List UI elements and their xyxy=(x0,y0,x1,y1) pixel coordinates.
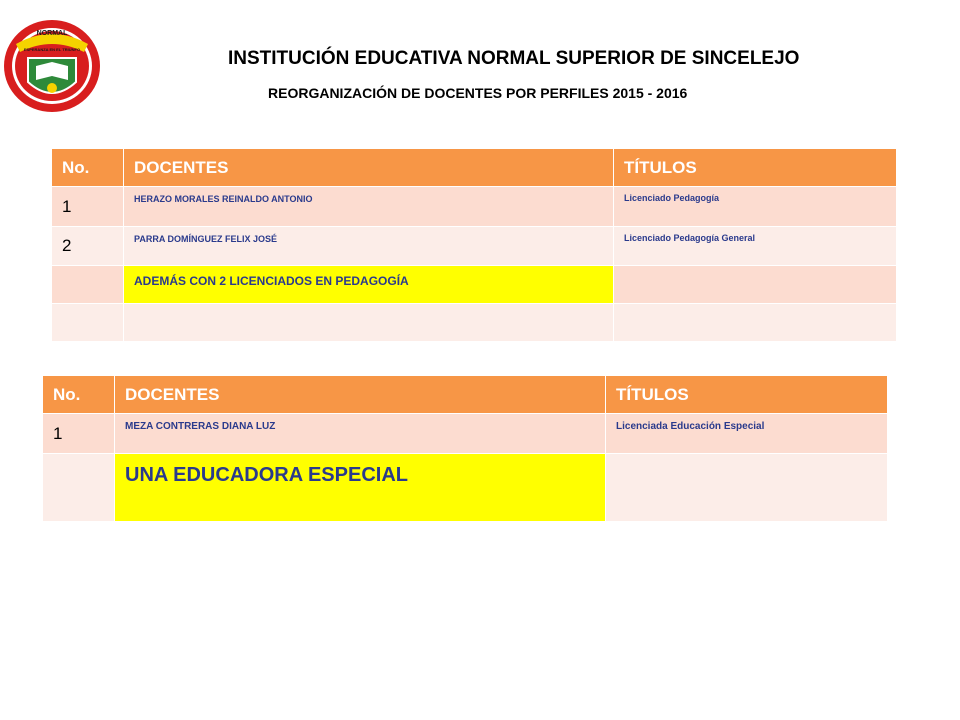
empty-cell xyxy=(606,454,888,522)
table-header-row xyxy=(52,149,897,187)
empty-cell xyxy=(43,454,115,522)
docente-title: Licenciado Pedagogía General xyxy=(614,227,897,266)
empty-cell xyxy=(614,304,897,342)
header-no: No. xyxy=(43,376,115,414)
table-row xyxy=(43,454,888,522)
table-row xyxy=(52,187,897,227)
highlight-note: UNA EDUCADORA ESPECIAL xyxy=(115,454,606,522)
empty-cell xyxy=(124,304,614,342)
header-docentes: DOCENTES xyxy=(115,376,606,414)
docente-title: Licenciado Pedagogía xyxy=(614,187,897,227)
docente-title: Licenciada Educación Especial xyxy=(606,414,888,454)
table-row xyxy=(52,304,897,342)
empty-cell xyxy=(52,266,124,304)
docente-name: MEZA CONTRERAS DIANA LUZ xyxy=(115,414,606,454)
empty-cell xyxy=(614,266,897,304)
logo-top-text: NORMAL xyxy=(36,30,68,37)
table-row xyxy=(43,414,888,454)
table-header-row xyxy=(43,376,888,414)
header-docentes: DOCENTES xyxy=(124,149,614,187)
page-subtitle: REORGANIZACIÓN DE DOCENTES POR PERFILES 2015 - 2016 xyxy=(268,85,688,101)
highlight-note: ADEMÁS CON 2 LICENCIADOS EN PEDAGOGÍA xyxy=(124,266,614,304)
page-title: INSTITUCIÓN EDUCATIVA NORMAL SUPERIOR DE SINCELEJO xyxy=(228,48,800,69)
empty-cell xyxy=(52,304,124,342)
school-crest-icon xyxy=(2,18,102,114)
table-row xyxy=(52,227,897,266)
row-number: 2 xyxy=(52,227,124,266)
header-titulos: TÍTULOS xyxy=(606,376,888,414)
table-row xyxy=(52,266,897,304)
docentes-table-1 xyxy=(51,148,897,342)
docente-name: HERAZO MORALES REINALDO ANTONIO xyxy=(124,187,614,227)
row-number: 1 xyxy=(52,187,124,227)
header-titulos: TÍTULOS xyxy=(614,149,897,187)
docentes-table-2 xyxy=(42,375,888,522)
row-number: 1 xyxy=(43,414,115,454)
header-no: No. xyxy=(52,149,124,187)
logo-motto-text: ESPERANZA EN EL TRIUNFO xyxy=(23,47,81,52)
docente-name: PARRA DOMÍNGUEZ FELIX JOSÉ xyxy=(124,227,614,266)
